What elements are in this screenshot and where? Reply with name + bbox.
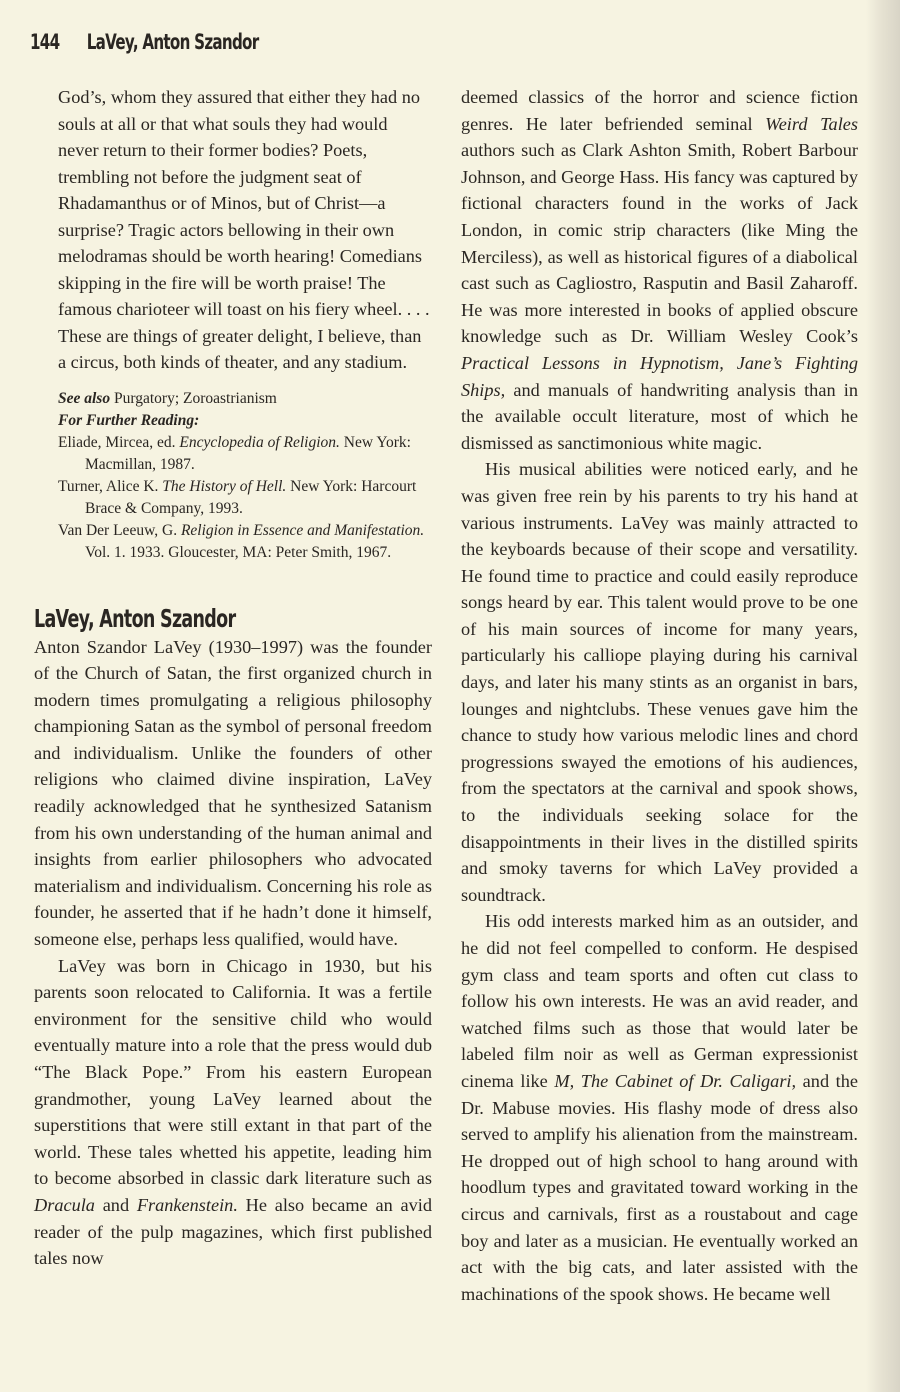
reference-publication: Vol. 1. 1933. Gloucester, MA: Peter Smith, 1967. — [85, 543, 392, 561]
text-run: deemed classics of the horror and science fiction genres. He later befriended seminal — [461, 87, 858, 134]
see-also-label: See also — [58, 389, 111, 407]
reference-entry — [58, 476, 432, 520]
text-run: authors such as Clark Ashton Smith, Robert Barbour Johnson, and George Hass. His fancy was captured by fictional characters found in the works of Jack London, in comic strip characters (like Ming the Merciless), as well as historical figures of a diabolical cast such as Cagliostro, Rasputin and Basil Zaharoff. He was more interested in books of applied obscure knowledge such as Dr. William Wesley Cook’s — [461, 140, 858, 347]
reference-title: Religion in Essence and Manifestation. — [180, 521, 425, 539]
paragraph-continued — [461, 84, 858, 456]
paragraph — [461, 908, 858, 1307]
entry-heading: LaVey, Anton Szandor — [34, 603, 236, 633]
text-run: He also became an avid reader of the pulp magazines, which first published tales now — [34, 1194, 432, 1269]
see-also — [58, 388, 432, 410]
book-title: Practical Lessons in Hypnotism, Jane’s Fighting Ships, — [461, 352, 858, 400]
reference-publication: New York: Macmillan, 1987. — [85, 433, 411, 473]
text-run: His odd interests marked him as an outsider, and he did not feel compelled to conform. He despised gym class and team sports and often cut class to follow his own interests. He was an avid reader, and watched films such as those that would later be labeled film noir as well as German expressionist cinema like — [461, 911, 858, 1091]
reference-publication: New York: Harcourt Brace & Company, 1993. — [85, 477, 417, 517]
film-titles: M, The Cabinet of Dr. Caligari, — [554, 1070, 797, 1091]
page-gutter-shadow — [866, 0, 900, 1392]
running-head-title: LaVey, Anton Szandor — [86, 30, 259, 54]
magazine-title: Weird Tales — [765, 113, 859, 134]
see-also-links: Purgatory; Zoroastrianism — [110, 389, 277, 407]
page-number: 144 — [30, 30, 60, 54]
paragraph — [34, 953, 432, 1272]
further-reading-label: For Further Reading: — [58, 411, 200, 429]
reference-title: Encyclopedia of Religion. — [179, 433, 340, 451]
reference-author: Eliade, Mircea, ed. — [58, 433, 180, 451]
running-head — [30, 30, 258, 54]
left-column — [34, 84, 432, 1272]
reference-entry — [58, 520, 432, 564]
references — [58, 388, 432, 564]
paragraph: His musical abilities were noticed early, and he was given free rein by his parents to try his hand at various instruments. LaVey was mainly attracted to the keyboards because of their scope and versatility. He found time to practice and could easily reproduce songs heard by ear. This talent would prove to be one of his main sources of income for many years, particularly his calliope playing during his carnival days, and later his many stints as an organist in bars, lounges and nightclubs. These venues gave him the chance to study how various melodic lines and chord progressions swayed the emotions of his audiences, from the spectators at the carnival and spook shows, to the individuals seeking solace for the disappointments in their lives in the distilled spirits and smoky taverns for which LaVey provided a soundtrack. — [461, 459, 858, 905]
quote-text: God’s, whom they assured that either they had no souls at all or that what souls they had would never return to their former bodies? Poets, trembling not before the judgment seat of Rhadamanthus or of Minos, but of Christ—a surprise? Tragic actors bellowing in their own melodramas should be worth hearing! Comedians skipping in the fire will be worth praise! The famous charioteer will toast on his fiery wheel. . . . These are things of greater delight, I believe, than a circus, both kinds of theater, and any stadium. — [58, 87, 430, 372]
reference-entry — [58, 432, 432, 476]
right-column — [461, 84, 858, 1307]
text-run: and — [94, 1194, 137, 1215]
reference-author: Turner, Alice K. — [58, 477, 163, 495]
text-run: LaVey was born in Chicago in 1930, but his parents soon relocated to California. It was a fertile environment for the sensitive child who would eventually mature into a role that the press would dub “The Black Pope.” From his eastern European grandmother, young LaVey learned about the superstitions that were still extant in that part of the world. These tales whetted his appetite, leading him to become absorbed in classic dark literature such as — [34, 955, 432, 1189]
entry-body-left — [34, 634, 432, 1272]
text-run: and the Dr. Mabuse movies. His flashy mode of dress also served to amplify his alienation from the mainstream. He dropped out of high school to hang around with hoodlum types and gravitated toward working in the circus and carnivals, first as a roustabout and cage boy and later as a musician. He eventually worked an act with the big cats, and later assisted with the machinations of the spook shows. He became well — [461, 1070, 859, 1304]
book-title: Frankenstein. — [136, 1194, 238, 1215]
book-title: Dracula — [34, 1194, 95, 1215]
reference-author: Van Der Leeuw, G. — [58, 521, 181, 539]
block-quote — [58, 84, 430, 376]
paragraph: Anton Szandor LaVey (1930–1997) was the founder of the Church of Satan, the first organized church in modern times promulgating a religious philosophy championing Satan as the symbol of personal freedom and individualism. Unlike the founders of other religions who claimed divine inspiration, LaVey readily acknowledged that he synthesized Satanism from his own understanding of the human animal and insights from earlier philosophers who advocated materialism and individualism. Concerning his role as founder, he asserted that if he hadn’t done it himself, someone else, perhaps less qualified, would have. — [34, 636, 432, 950]
reference-title: The History of Hell. — [162, 477, 287, 495]
text-run: and manuals of handwriting analysis than in the available occult literature, most of which he dismissed as sanctimonious white magic. — [461, 379, 858, 453]
